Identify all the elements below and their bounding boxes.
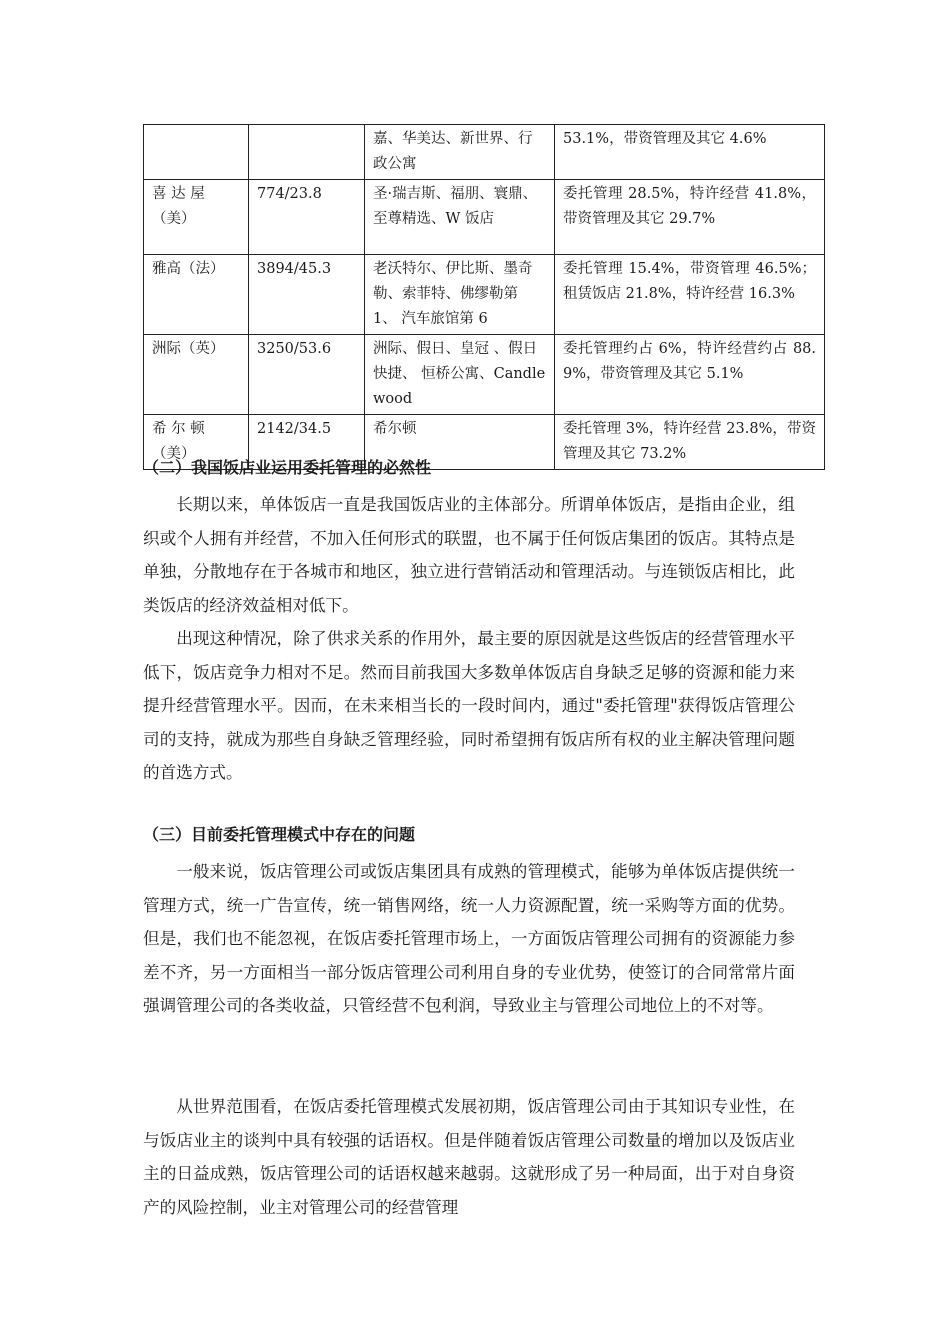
hotel-modes-cell: 委托管理约占 6%，特许经营约占 88.9%，带资管理及其它 5.1% [555,335,825,415]
hotel-brands-cell: 洲际、假日、皇冠 、假日快捷、 恒桥公寓、Candlewood [365,335,555,415]
hotel-figures-cell: 3250/53.6 [249,335,365,415]
hotel-name-cell: 洲际（英） [144,335,249,415]
hotel-figures-cell: 774/23.8 [249,180,365,255]
section-2-paragraph-1: 长期以来，单体饭店一直是我国饭店业的主体部分。所谓单体饭店，是指由企业，组织或个人拥有并经营，不加入任何形式的联盟，也不属于任何饭店集团的饭店。其特点是单独，分散地存在于各城市和地区，独立进行营销活动和管理活动。与连锁饭店相比，此类饭店的经济效益相对低下。 [143,495,795,615]
hotel-groups-table [143,124,825,470]
section-2-paragraph-2: 出现这种情况，除了供求关系的作用外，最主要的原因就是这些饭店的经营管理水平低下，饭店竞争力相对不足。然而目前我国大多数单体饭店自身缺乏足够的资源和能力来提升经营管理水平。因而，在未来相当长的一段时间内，通过"委托管理"获得饭店管理公司的支持，就成为那些自身缺乏管理经验，同时希望拥有饭店所有权的业主解决管理问题的首选方式。 [143,629,795,782]
hotel-modes-cell: 53.1%，带资管理及其它 4.6% [555,125,825,180]
table-row [144,125,825,180]
section-3-paragraph-1: 一般来说，饭店管理公司或饭店集团具有成熟的管理模式，能够为单体饭店提供统一管理方式，统一广告宣传，统一销售网络，统一人力资源配置，统一采购等方面的优势。但是，我们也不能忽视，在饭店委托管理市场上，一方面饭店管理公司拥有的资源能力参差不齐，另一方面相当一部分饭店管理公司利用自身的专业优势，使签订的合同常常片面强调管理公司的各类收益，只管经营不包利润，导致业主与管理公司地位上的不对等。 [143,862,795,1015]
hotel-brands-cell: 希尔顿 [365,415,555,470]
hotel-modes-cell: 委托管理 28.5%，特许经营 41.8%，带资管理及其它 29.7% [555,180,825,255]
section-3-heading: （三）目前委托管理模式中存在的问题 [143,825,416,844]
hotel-figures-cell: 3894/45.3 [249,255,365,335]
hotel-modes-cell: 委托管理 3%，特许经营 23.8%，带资管理及其它 73.2% [555,415,825,470]
hotel-figures-cell [249,125,365,180]
table-row [144,255,825,335]
hotel-brands-cell: 嘉、华美达、新世界、行政公寓 [365,125,555,180]
hotel-brands-cell: 圣·瑞吉斯、福朋、寰鼎、至尊精选、W 饭店 [365,180,555,255]
hotel-name-cell: 希 尔 顿（美） [144,415,249,470]
hotel-figures-cell: 2142/34.5 [249,415,365,470]
hotel-name-cell [144,125,249,180]
section-3-paragraph-2: 从世界范围看，在饭店委托管理模式发展初期，饭店管理公司由于其知识专业性，在与饭店业主的谈判中具有较强的话语权。但是伴随着饭店管理公司数量的增加以及饭店业主的日益成熟，饭店管理公司的话语权越来越弱。这就形成了另一种局面，出于对自身资产的风险控制，业主对管理公司的经营管理 [143,1097,795,1217]
hotel-brands-cell: 老沃特尔、伊比斯、墨奇勒、索菲特、佛缪勒第 1、 汽车旅馆第 6 [365,255,555,335]
table-row [144,180,825,255]
section-2-heading: （二）我国饭店业运用委托管理的必然性 [143,458,432,477]
hotel-name-cell: 雅高（法） [144,255,249,335]
table-row [144,335,825,415]
hotel-name-cell: 喜 达 屋（美） [144,180,249,255]
hotel-modes-cell: 委托管理 15.4%，带资管理 46.5%；租赁饭店 21.8%，特许经营 16.3% [555,255,825,335]
